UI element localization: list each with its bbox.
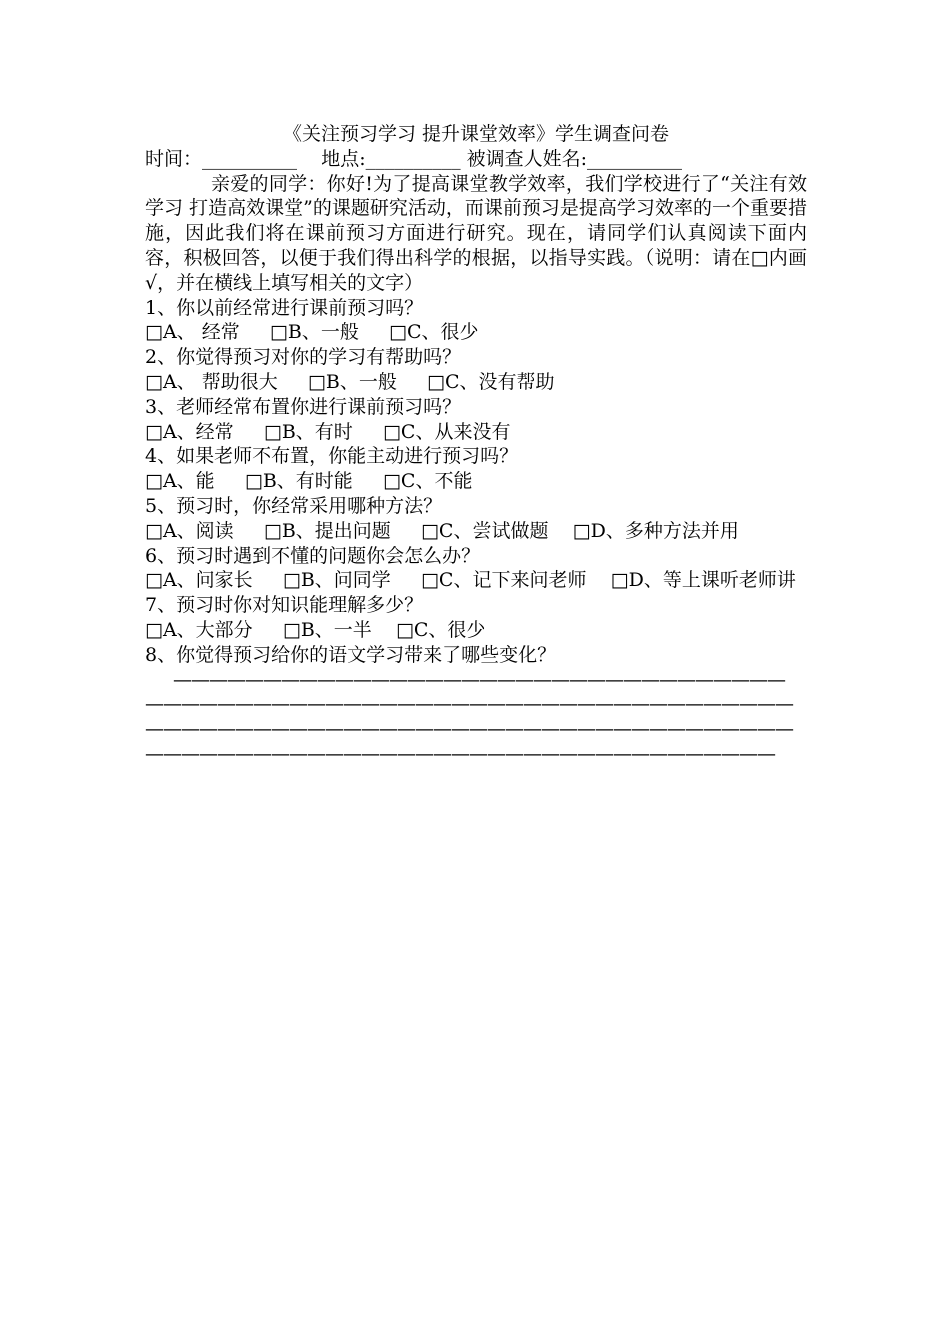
place-blank[interactable]: __________ <box>365 147 461 170</box>
question-6-options[interactable]: □A、问家长 □B、问同学 □C、记下来问老师 □D、等上课听老师讲 <box>145 569 796 592</box>
question-5: 5、预习时，你经常采用哪种方法？ <box>145 494 443 517</box>
question-5-options[interactable]: □A、阅读 □B、提出问题 □C、尝试做题 □D、多种方法并用 <box>145 519 739 542</box>
questionnaire-page <box>145 122 807 767</box>
answer-line[interactable]: ——————————————————————————————————— <box>145 742 775 765</box>
time-label: 时间： <box>145 147 203 170</box>
answer-line[interactable]: ———————————————————————————————————— <box>145 718 793 741</box>
meta-line <box>145 147 807 172</box>
question-1-options[interactable]: □A、 经常 □B、一般 □C、很少 <box>145 321 479 344</box>
answer-line[interactable]: —————————————————————————————————— <box>173 668 785 691</box>
name-label: 被调查人姓名: <box>466 147 588 170</box>
question-4: 4、如果老师不布置，你能主动进行预习吗？ <box>145 445 519 468</box>
question-7-options[interactable]: □A、大部分 □B、一半 □C、很少 <box>145 618 486 641</box>
name-blank[interactable]: __________ <box>587 147 683 170</box>
question-2-options[interactable]: □A、 帮助很大 □B、一般 □C、没有帮助 <box>145 370 555 393</box>
question-4-options[interactable]: □A、能 □B、有时能 □C、不能 <box>145 470 473 493</box>
question-2: 2、你觉得预习对你的学习有帮助吗？ <box>145 346 462 369</box>
page-title: 《关注预习学习 提升课堂效率》学生调查问卷 <box>282 123 670 145</box>
question-3-options[interactable]: □A、经常 □B、有时 □C、从来没有 <box>145 420 511 443</box>
question-1: 1、你以前经常进行课前预习吗？ <box>145 296 424 319</box>
answer-area[interactable] <box>145 668 807 767</box>
time-blank[interactable]: __________ <box>202 147 298 170</box>
place-label: 地点: <box>321 147 366 170</box>
intro-paragraph: 亲爱的同学：你好!为了提高课堂教学效率，我们学校进行了“关注有效学习 打造高效课堂”的课题研究活动，而课前预习是提高学习效率的一个重要措施，因此我们将在课前预习方面进行研究。现在，请同学们认真阅读下面内容，积极回答，以便于我们得出科学的根据，以指导实践。（说明：请在□内画√，并在横线上填写相关的文字） <box>145 172 807 294</box>
question-3: 3、老师经常布置你进行课前预习吗？ <box>145 395 462 418</box>
question-6: 6、预习时遇到不懂的问题你会怎么办？ <box>145 544 481 567</box>
answer-line[interactable]: ———————————————————————————————————— <box>145 693 793 716</box>
question-7: 7、预习时你对知识能理解多少？ <box>145 594 424 617</box>
question-8: 8、你觉得预习给你的语文学习带来了哪些变化？ <box>145 643 557 666</box>
